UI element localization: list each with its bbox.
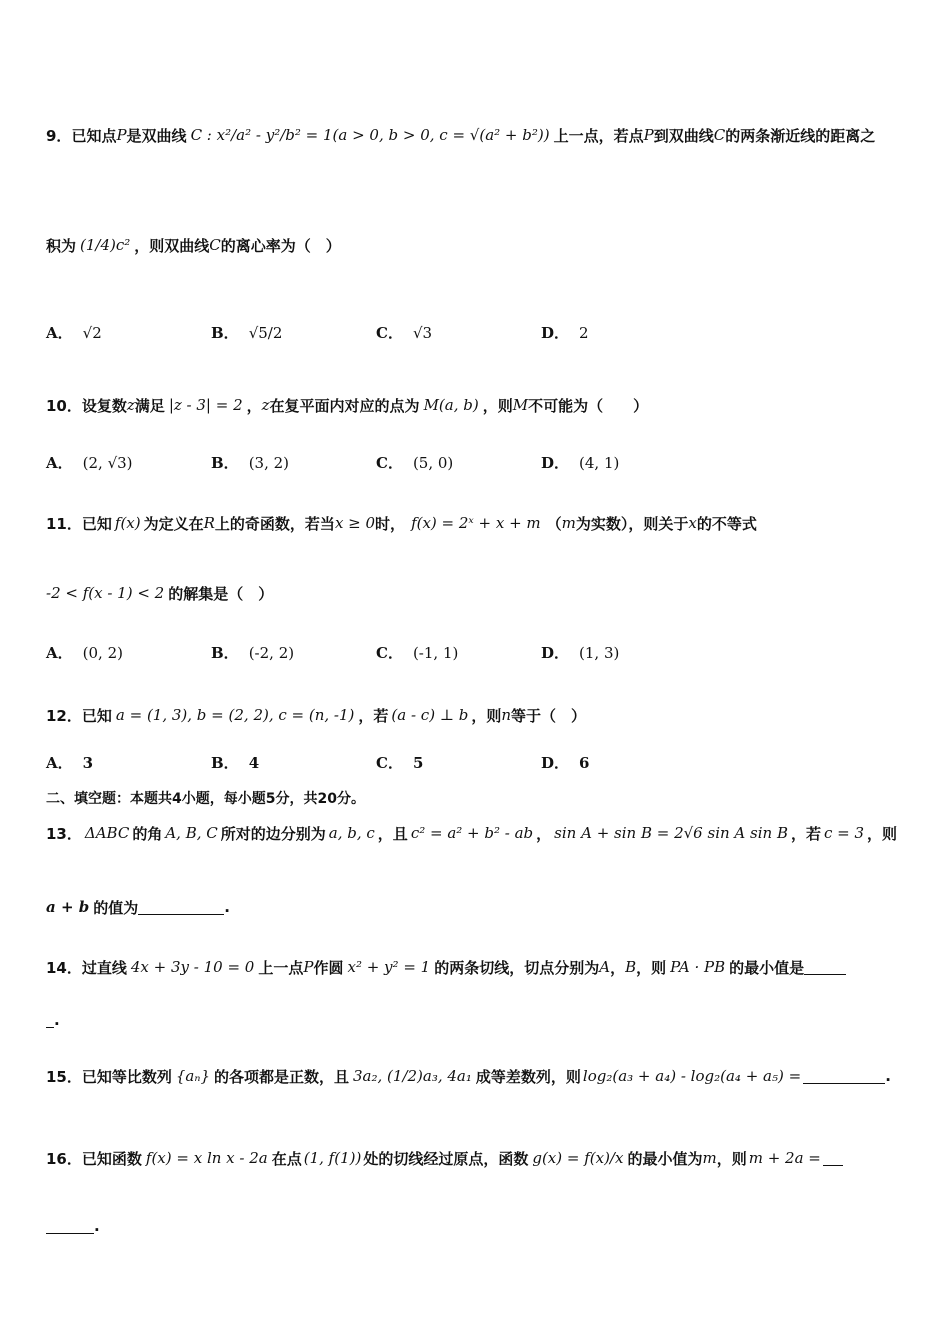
q14-point-p: P [303,958,314,976]
q14-dot-product: PA · PB [670,958,726,976]
q10-line1 [46,390,910,420]
q10-text: ，则 [482,396,513,415]
q9-line1 [46,100,910,170]
q15-log-expression: log₂(a₃ + a₄) - log₂(a₄ + a₅) = [582,1067,802,1085]
q14-answer-blank[interactable] [804,960,846,975]
q9-text: 的离心率为（ ） [220,236,341,255]
q14-text: 的最小值是 [729,958,805,977]
q10-text: 在复平面内对应的点为 [269,396,420,415]
q16-text: 在点 [271,1149,302,1168]
q14-text: 过直线 [81,958,127,977]
q9-text: 的两条渐近线的距离之 [725,126,876,145]
q11-var-x: x [688,514,697,532]
q16-text: 已知函数 [81,1149,142,1168]
q10-option-c[interactable]: C． (5, 0) [376,454,454,472]
q13-triangle: ΔABC [84,824,130,842]
q11-option-a[interactable]: A． (0, 2) [46,644,123,662]
q15-answer-blank[interactable] [803,1069,885,1084]
q11-text: 上的奇函数，若当 [214,514,335,533]
q9-hyperbola-formula: C : x²/a² - y²/b² = 1(a > 0, b > 0, c = √(a² + b²)) [190,126,550,144]
q10-text: 满足 [134,396,165,415]
q14-number: 14． [46,958,82,977]
q14-point-b: B [625,958,637,976]
q16-answer-blank[interactable] [823,1151,843,1166]
q13-c-value: c = 3 [823,824,865,842]
q13-text: 的角 [132,824,163,843]
q13-a-plus-b: a + b [46,898,90,916]
q10-text: 不可能为（ ） [528,396,649,415]
q10-point: M(a, b) [423,396,479,414]
q16-text: ，则 [716,1149,747,1168]
q12-var-n: n [501,706,511,724]
q10-var-m: M [512,396,529,414]
q13-line2 [46,892,910,922]
q10-option-b[interactable]: B． (3, 2) [211,454,290,472]
q10-number: 10． [46,396,82,415]
q9-curve-c: C [713,126,726,144]
q9-product: (1/4)c² [80,236,131,254]
q9-text: ，则双曲线 [134,236,210,255]
q11-line1 [46,508,910,538]
q11-expression: f(x) = 2ˣ + x + m [411,514,541,532]
q13-sine-relation: sin A + sin B = 2√6 sin A sin B [554,824,788,842]
q16-line2 [46,1214,910,1238]
q10-var-z: z [126,396,135,414]
q15-text: 已知等比数列 [81,1067,172,1086]
q14-line1 [46,952,910,982]
q9-option-a[interactable]: A． √2 [46,324,102,342]
q15-period: . [885,1067,891,1085]
q16-answer-blank-cont[interactable] [46,1219,94,1234]
q12-options [46,752,906,776]
q9-point-p: P [643,126,654,144]
q9-curve-c: C [209,236,221,254]
q13-text: ， [536,824,552,843]
q11-number: 11． [46,514,82,533]
q16-number: 16． [46,1149,82,1168]
q16-g-function: g(x) = f(x)/x [532,1149,624,1167]
q11-option-b[interactable]: B． (-2, 2) [211,644,295,662]
q14-text: 作圆 [313,958,344,977]
q9-text: 到双曲线 [653,126,714,145]
q13-answer-blank[interactable] [138,900,224,915]
q15-terms: 3a₂, (1/2)a₃, 4a₁ [353,1067,472,1085]
q12-option-c[interactable]: C． 5 [376,754,424,772]
q16-period: . [94,1217,100,1235]
q9-number: 9． [46,126,72,145]
q10-var-z: z [261,396,270,414]
q13-text: 的值为 [93,898,139,917]
q15-line1 [46,1058,910,1094]
q12-number: 12． [46,706,82,725]
q9-text: 上一点，若点 [553,126,644,145]
q15-text: 成等差数列，则 [475,1067,581,1086]
q16-text: 的最小值为 [627,1149,703,1168]
q11-text: 的解集是（ ） [168,584,274,603]
q9-option-b[interactable]: B． √5/2 [211,324,283,342]
q11-options [46,642,906,666]
q15-text: 的各项都是正数，且 [214,1067,350,1086]
q13-period: . [224,898,230,916]
q11-text: （ [546,514,562,533]
q12-vectors: a = (1, 3), b = (2, 2), c = (n, -1) [115,706,355,724]
q12-option-d[interactable]: D． 6 [541,754,590,772]
q11-option-c[interactable]: C． (-1, 1) [376,644,459,662]
q11-condition: x ≥ 0 [334,514,376,532]
q14-answer-blank-cont[interactable] [46,1013,54,1028]
q11-text: 为定义在 [143,514,204,533]
q11-var-m: m [561,514,576,532]
q13-text: ，且 [377,824,408,843]
q11-text: 的不等式 [696,514,757,533]
q11-func-f: f(x) [114,514,141,532]
q14-period: . [54,1011,60,1029]
q10-option-d[interactable]: D． (4, 1) [541,454,620,472]
q12-perpendicular: (a - c) ⊥ b [391,706,469,724]
q16-point: (1, f(1)) [303,1149,362,1167]
q12-line1 [46,700,910,730]
q9-text: 已知点 [71,126,117,145]
q12-text: 已知 [81,706,112,725]
q11-text: 已知 [81,514,112,533]
q9-text: 是双曲线 [126,126,187,145]
q12-text: ，则 [471,706,502,725]
q11-text: 时， [375,514,406,533]
q15-number: 15． [46,1067,82,1086]
q12-text: 等于（ ） [511,706,587,725]
q10-options [46,452,906,476]
q9-option-c[interactable]: C． √3 [376,324,433,342]
q14-text: ， [610,958,626,977]
section-2-heading: 二、填空题：本题共4小题，每小题5分，共20分。 [46,791,365,807]
q13-text: ，若 [790,824,821,843]
q16-var-m: m [702,1149,717,1167]
q10-text: 设复数 [81,396,127,415]
q10-condition: |z - 3| = 2 [168,396,243,414]
q9-line2 [46,215,910,275]
q9-options [46,322,906,346]
q10-option-a[interactable]: A． (2, √3) [46,454,133,472]
q13-line1 [46,818,910,848]
q13-angles: A, B, C [165,824,218,842]
q16-expression: m + 2a = [748,1149,821,1167]
q14-text: 上一点 [258,958,304,977]
q13-sides: a, b, c [328,824,375,842]
q13-text: 所对的边分别为 [220,824,326,843]
q16-line1 [46,1140,910,1176]
q9-text: 积为 [46,236,77,255]
q14-line-equation: 4x + 3y - 10 = 0 [130,958,255,976]
q14-point-a: A [599,958,611,976]
q11-set-r: R [203,514,215,532]
q12-text: ，若 [358,706,389,725]
q15-sequence: {aₙ} [175,1067,210,1085]
q14-circle-equation: x² + y² = 1 [347,958,431,976]
q11-inequality: -2 < f(x - 1) < 2 [46,584,165,602]
q14-line2 [46,1008,910,1032]
q12-option-b[interactable]: B． 4 [211,754,260,772]
q13-relation: c² = a² + b² - ab [410,824,534,842]
q10-text: ， [246,396,262,415]
q9-point-p: P [116,126,127,144]
q11-line2 [46,578,910,608]
q16-text: 处的切线经过原点，函数 [363,1149,529,1168]
q9-option-d[interactable]: D． 2 [541,324,589,342]
q12-option-a[interactable]: A． 3 [46,754,94,772]
q13-text: ，则 [867,824,898,843]
q14-text: ，则 [636,958,667,977]
q11-text: 为实数），则关于 [575,514,689,533]
q13-number: 13． [46,824,82,843]
q11-option-d[interactable]: D． (1, 3) [541,644,620,662]
q16-function: f(x) = x ln x - 2a [145,1149,268,1167]
q14-text: 的两条切线，切点分别为 [434,958,600,977]
